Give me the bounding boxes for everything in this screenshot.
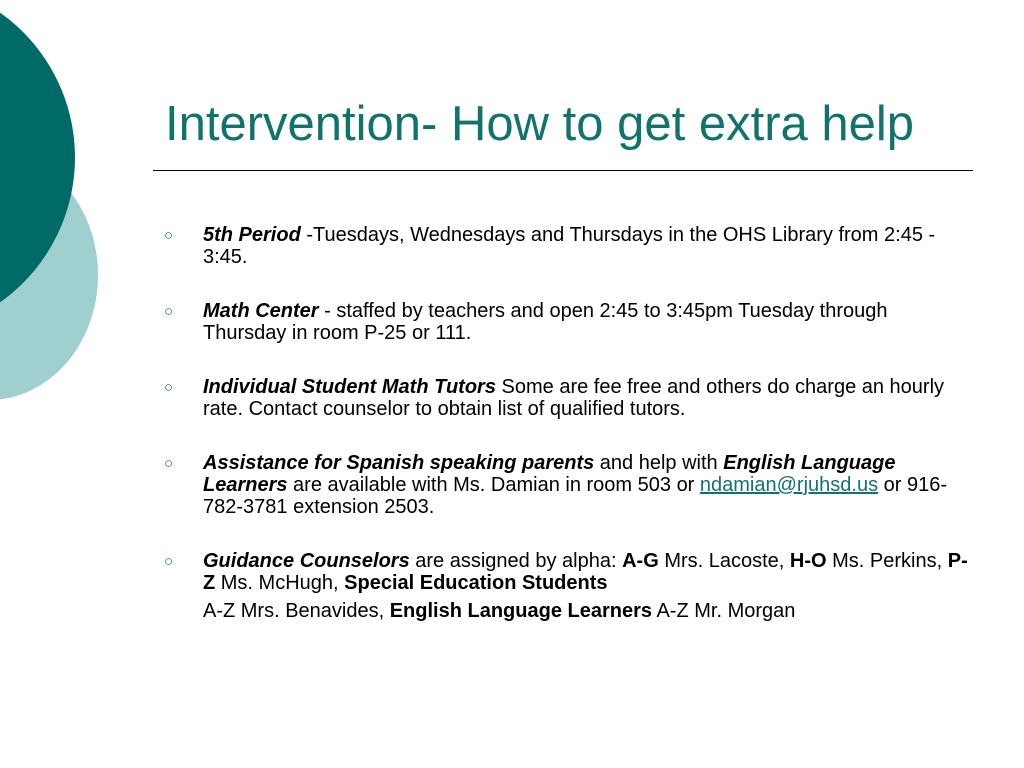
alpha-range-label: A-G <box>622 550 659 572</box>
hollow-circle-bullet-icon: ○ <box>164 227 174 244</box>
bullet-heading: 5th Period <box>203 224 301 246</box>
bullet-item-spanish-assistance <box>160 452 970 518</box>
bullet-text: Some are fee free and others do charge an hourly rate. Contact counselor to obtain list of qualified tutors. <box>203 376 945 420</box>
bullet-text: are assigned by alpha: <box>409 550 623 572</box>
bullet-item-guidance-counselors <box>160 550 970 622</box>
alpha-range-label: P-Z <box>203 550 968 594</box>
hollow-circle-bullet-icon: ○ <box>164 303 174 320</box>
bullet-text: and help with <box>594 452 724 474</box>
email-link[interactable]: ndamian@rjuhsd.us <box>699 474 879 496</box>
bullet-item-math-center <box>160 300 970 344</box>
bullet-list <box>160 224 970 654</box>
group-label: English Language Learners <box>389 600 653 622</box>
title-divider <box>153 170 973 171</box>
bullet-text: or 916-782-3781 extension 2503. <box>203 474 948 518</box>
bullet-text: - staffed by teachers and open 2:45 to 3:45pm Tuesday through Thursday in room P-25 or 111. <box>203 300 888 344</box>
bullet-text: are available with Ms. Damian in room 503 or <box>287 474 700 496</box>
bullet-text: Ms. McHugh, <box>215 572 345 594</box>
group-label: Special Education Students <box>344 572 608 594</box>
alpha-range-label: H-O <box>789 550 827 572</box>
bullet-item-5th-period <box>160 224 970 268</box>
hollow-circle-bullet-icon: ○ <box>164 455 174 472</box>
bullet-text: A-Z Mr. Morgan <box>652 600 796 622</box>
bullet-item-math-tutors <box>160 376 970 420</box>
bullet-continuation-line <box>203 600 970 622</box>
bullet-subheading: English Language Learners <box>203 452 896 496</box>
bullet-heading: Individual Student Math Tutors <box>203 376 496 398</box>
hollow-circle-bullet-icon: ○ <box>164 553 174 570</box>
bullet-heading: Guidance Counselors <box>203 550 410 572</box>
bullet-text: A-Z Mrs. Benavides, <box>203 600 390 622</box>
bullet-text: -Tuesdays, Wednesdays and Thursdays in the OHS Library from 2:45 - 3:45. <box>203 224 936 268</box>
bullet-heading: Math Center <box>203 300 319 322</box>
bullet-heading: Assistance for Spanish speaking parents <box>203 452 595 474</box>
bullet-text: Ms. Perkins, <box>826 550 948 572</box>
hollow-circle-bullet-icon: ○ <box>164 379 174 396</box>
bullet-text: Mrs. Lacoste, <box>658 550 790 572</box>
slide-title: Intervention- How to get extra help <box>165 97 915 151</box>
